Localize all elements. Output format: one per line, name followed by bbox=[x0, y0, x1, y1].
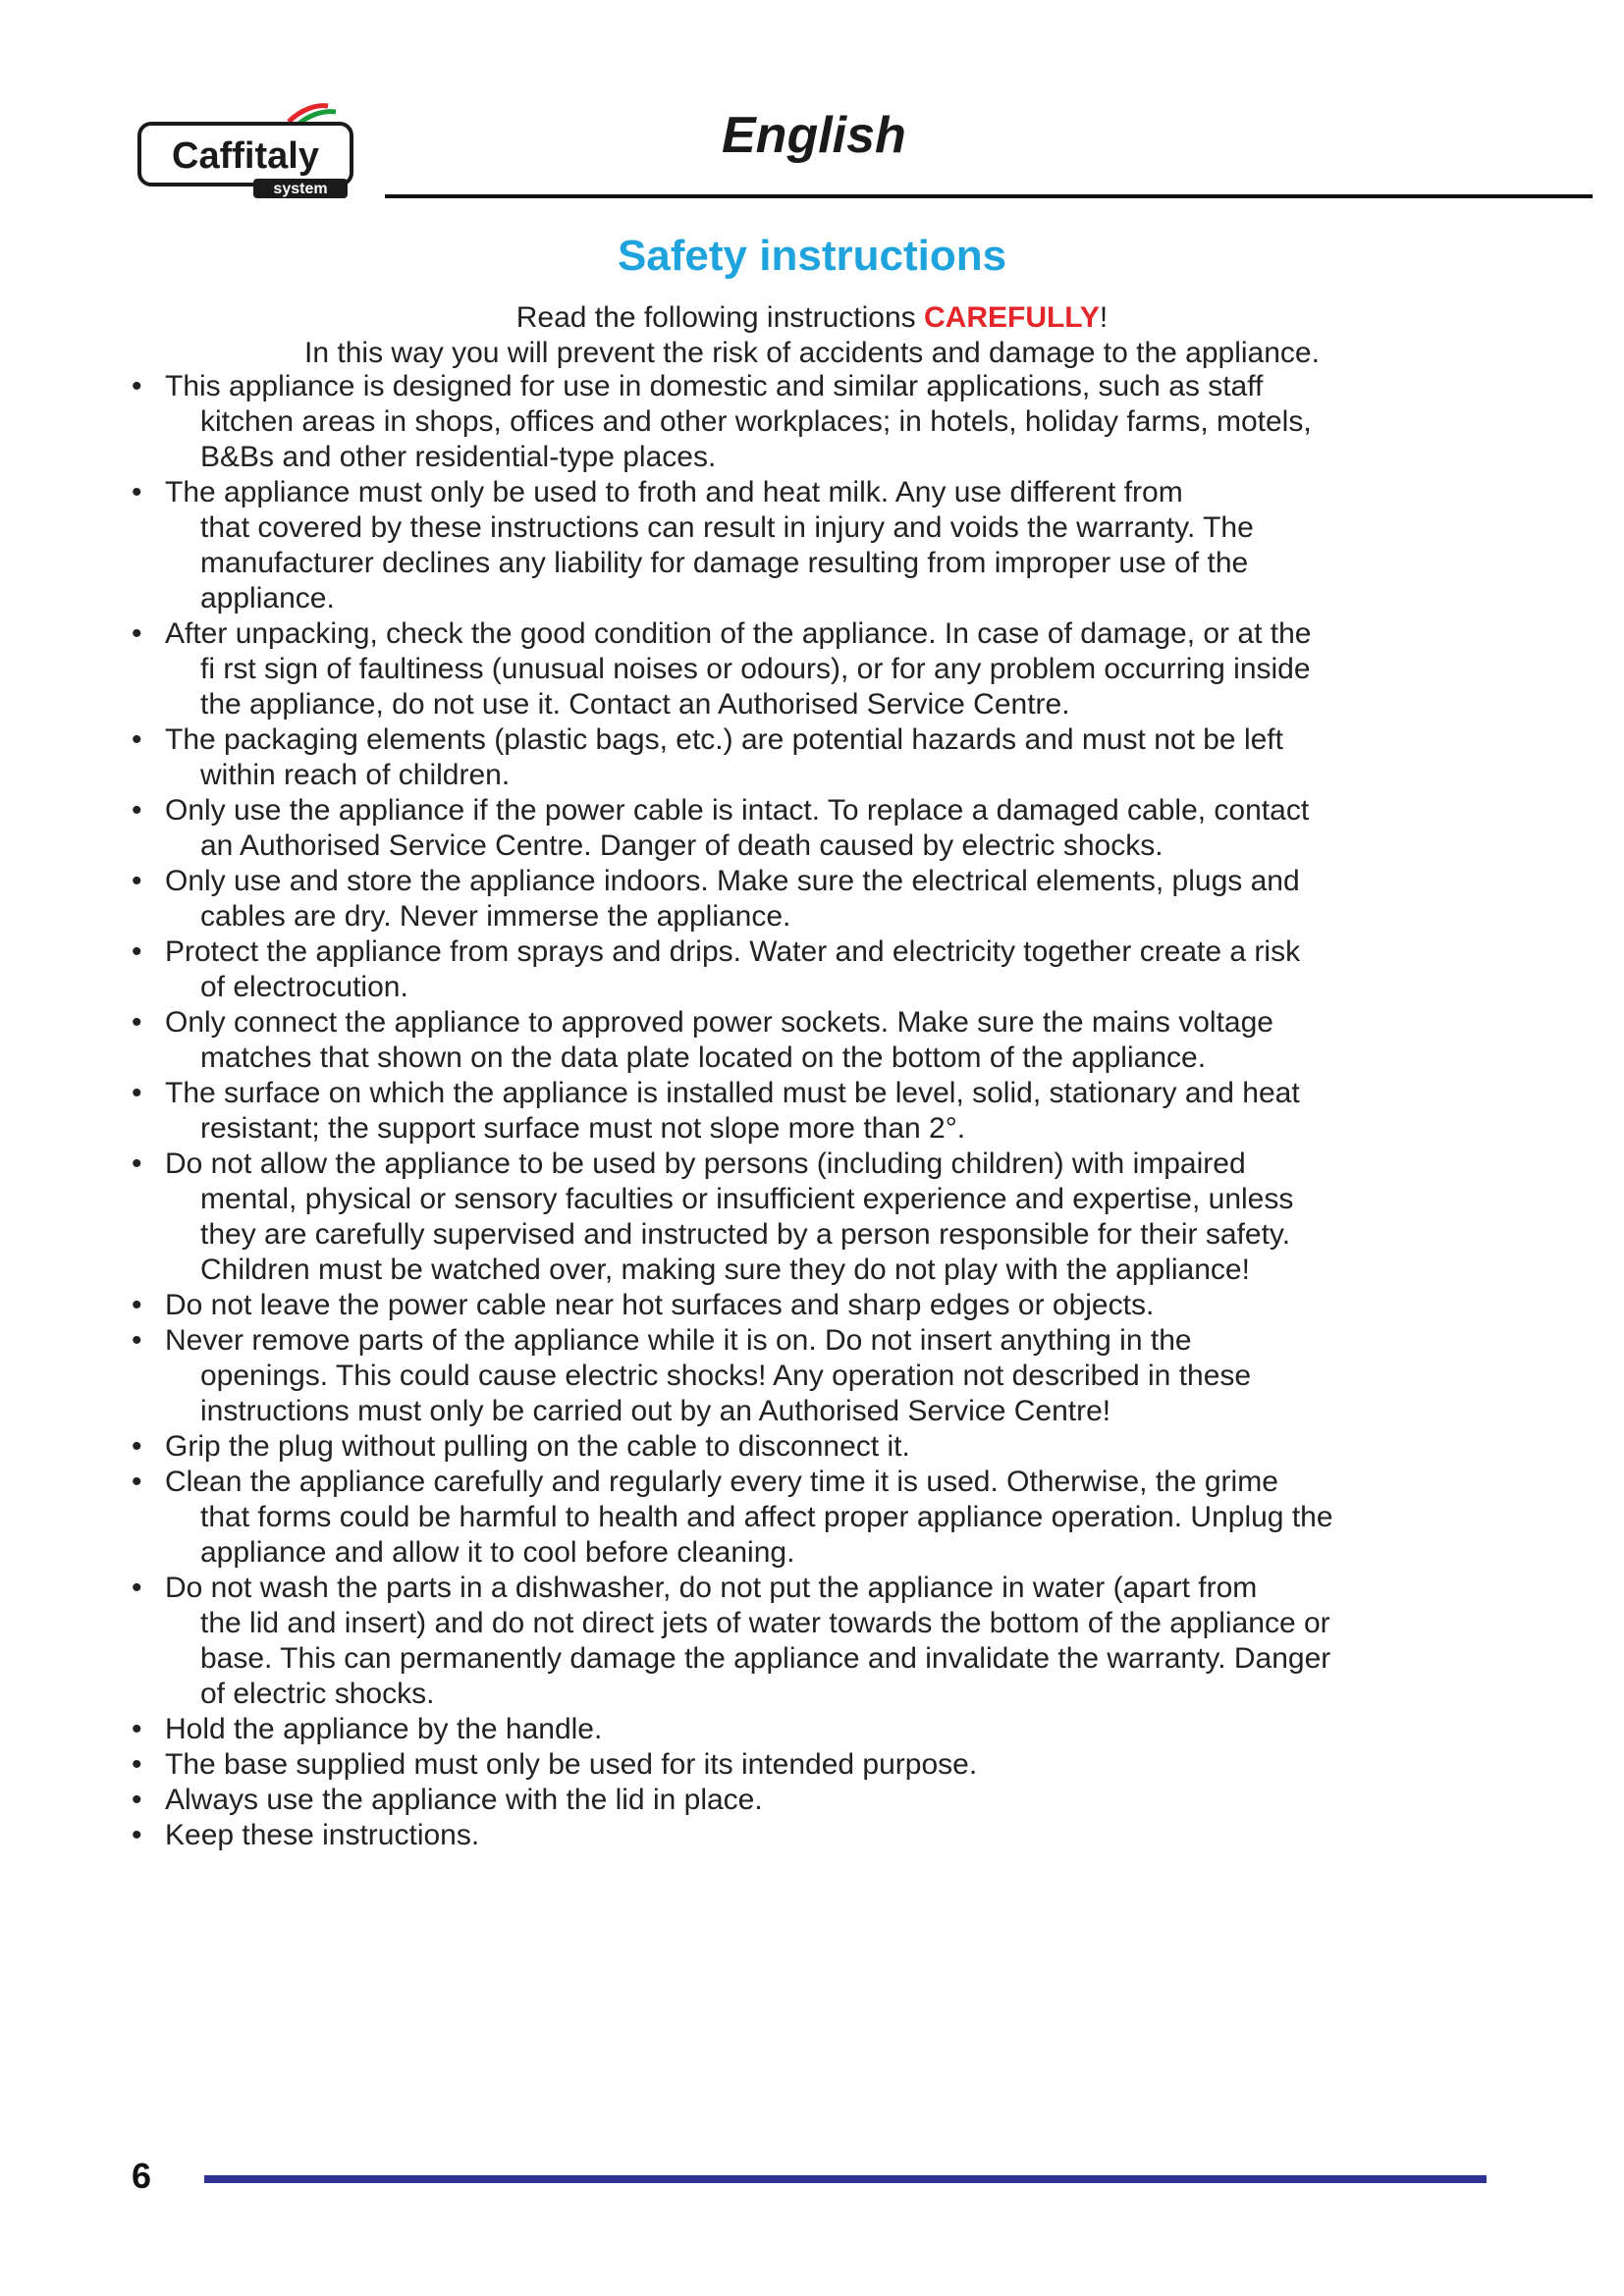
logo-text: Caffitaly bbox=[172, 135, 319, 177]
list-item-line: • Only connect the appliance to approved power sockets. Make sure the mains voltage bbox=[165, 1006, 1273, 1039]
list-item-line: manufacturer declines any liability for damage resulting from improper use of the bbox=[200, 547, 1249, 579]
intro-text: Read the following instructions bbox=[515, 301, 924, 334]
list-item-line: • Only use the appliance if the power cable is intact. To replace a damaged cable, contact bbox=[165, 794, 1310, 827]
intro-emphasis: CAREFULLY bbox=[923, 301, 1100, 334]
list-item bbox=[128, 864, 1483, 934]
list-item-line: fi rst sign of faultiness (unusual noises or odours), or for any problem occurring inside bbox=[200, 653, 1311, 685]
footer-divider bbox=[204, 2175, 1487, 2183]
list-item bbox=[128, 1571, 1483, 1712]
list-item-line: • Always use the appliance with the lid in place. bbox=[165, 1784, 763, 1816]
list-item bbox=[128, 1323, 1483, 1429]
list-item bbox=[128, 616, 1483, 722]
header-divider bbox=[385, 194, 1593, 198]
list-item-line: • The surface on which the appliance is installed must be level, solid, stationary and heat bbox=[165, 1077, 1300, 1109]
list-item bbox=[128, 1783, 1483, 1818]
page-number: 6 bbox=[132, 2156, 152, 2196]
list-item-line: • Grip the plug without pulling on the cable to disconnect it. bbox=[165, 1430, 910, 1463]
section-title: Safety instructions bbox=[617, 232, 1007, 280]
list-item bbox=[128, 475, 1483, 616]
list-item-line: the lid and insert) and do not direct jets of water towards the bottom of the appliance or bbox=[200, 1607, 1330, 1639]
list-item-line: of electric shocks. bbox=[200, 1678, 435, 1710]
list-item-line: cables are dry. Never immerse the appliance. bbox=[200, 900, 791, 933]
list-item bbox=[128, 1429, 1483, 1465]
list-item bbox=[128, 722, 1483, 793]
list-item bbox=[128, 1747, 1483, 1783]
list-item-line: • Do not allow the appliance to be used by persons (including children) with impaired bbox=[165, 1148, 1246, 1180]
list-item-line: Children must be watched over, making sure they do not play with the appliance! bbox=[200, 1254, 1250, 1286]
list-item-line: • Hold the appliance by the handle. bbox=[165, 1713, 603, 1745]
list-item bbox=[128, 934, 1483, 1005]
list-item-line: • Protect the appliance from sprays and drips. Water and electricity together create a risk bbox=[165, 935, 1301, 968]
list-item-line: • The packaging elements (plastic bags, etc.) are potential hazards and must not be left bbox=[165, 723, 1283, 756]
list-item-line: the appliance, do not use it. Contact an Authorised Service Centre. bbox=[200, 688, 1070, 721]
list-item-line: • The base supplied must only be used for its intended purpose. bbox=[165, 1748, 978, 1781]
list-item-line: • Do not leave the power cable near hot surfaces and sharp edges or objects. bbox=[165, 1289, 1155, 1321]
list-item-line: • The appliance must only be used to froth and heat milk. Any use different from bbox=[165, 476, 1183, 508]
list-item-line: appliance. bbox=[200, 582, 335, 614]
intro-punctuation: ! bbox=[1099, 301, 1109, 334]
list-item-line: • This appliance is designed for use in domestic and similar applications, such as staff bbox=[165, 370, 1264, 402]
list-item-line: openings. This could cause electric shocks! Any operation not described in these bbox=[200, 1360, 1252, 1392]
intro-line-1 bbox=[0, 300, 1624, 336]
list-item-line: matches that shown on the data plate located on the bottom of the appliance. bbox=[200, 1041, 1207, 1074]
logo-subtext: system bbox=[273, 181, 328, 197]
list-item bbox=[128, 1147, 1483, 1288]
list-item-line: that forms could be harmful to health and affect proper appliance operation. Unplug the bbox=[200, 1501, 1333, 1533]
list-item-line: they are carefully supervised and instructed by a person responsible for their safety. bbox=[200, 1218, 1291, 1251]
list-item-line: mental, physical or sensory faculties or insufficient experience and expertise, unless bbox=[200, 1183, 1294, 1215]
list-item-line: • Only use and store the appliance indoors. Make sure the electrical elements, plugs and bbox=[165, 865, 1300, 897]
list-item-line: an Authorised Service Centre. Danger of death caused by electric shocks. bbox=[200, 829, 1164, 862]
list-item bbox=[128, 1465, 1483, 1571]
list-item-line: • Keep these instructions. bbox=[165, 1819, 480, 1851]
list-item-line: • Clean the appliance carefully and regularly every time it is used. Otherwise, the grime bbox=[165, 1466, 1278, 1498]
language-heading: English bbox=[722, 107, 906, 164]
list-item-line: kitchen areas in shops, offices and other workplaces; in hotels, holiday farms, motels, bbox=[200, 405, 1312, 438]
list-item-line: instructions must only be carried out by an Authorised Service Centre! bbox=[200, 1395, 1111, 1427]
list-item-line: • Do not wash the parts in a dishwasher, do not put the appliance in water (apart from bbox=[165, 1572, 1258, 1604]
list-item bbox=[128, 369, 1483, 475]
list-item-line: B&Bs and other residential-type places. bbox=[200, 441, 717, 473]
list-item-line: appliance and allow it to cool before cleaning. bbox=[200, 1536, 795, 1569]
list-item-line: that covered by these instructions can result in injury and voids the warranty. The bbox=[200, 511, 1254, 544]
list-item bbox=[128, 793, 1483, 864]
intro-line-2: In this way you will prevent the risk of accidents and damage to the appliance. bbox=[304, 337, 1320, 369]
safety-instructions-list bbox=[128, 369, 1483, 1853]
list-item-line: resistant; the support surface must not slope more than 2°. bbox=[200, 1112, 966, 1145]
caffitaly-logo bbox=[135, 98, 359, 200]
list-item bbox=[128, 1076, 1483, 1147]
list-item bbox=[128, 1005, 1483, 1076]
list-item bbox=[128, 1818, 1483, 1853]
list-item-line: of electrocution. bbox=[200, 971, 408, 1003]
list-item bbox=[128, 1288, 1483, 1323]
list-item-line: • After unpacking, check the good condition of the appliance. In case of damage, or at the bbox=[165, 617, 1312, 650]
list-item-line: within reach of children. bbox=[200, 759, 511, 791]
list-item bbox=[128, 1712, 1483, 1747]
list-item-line: • Never remove parts of the appliance while it is on. Do not insert anything in the bbox=[165, 1324, 1192, 1357]
list-item-line: base. This can permanently damage the appliance and invalidate the warranty. Danger bbox=[200, 1642, 1331, 1675]
